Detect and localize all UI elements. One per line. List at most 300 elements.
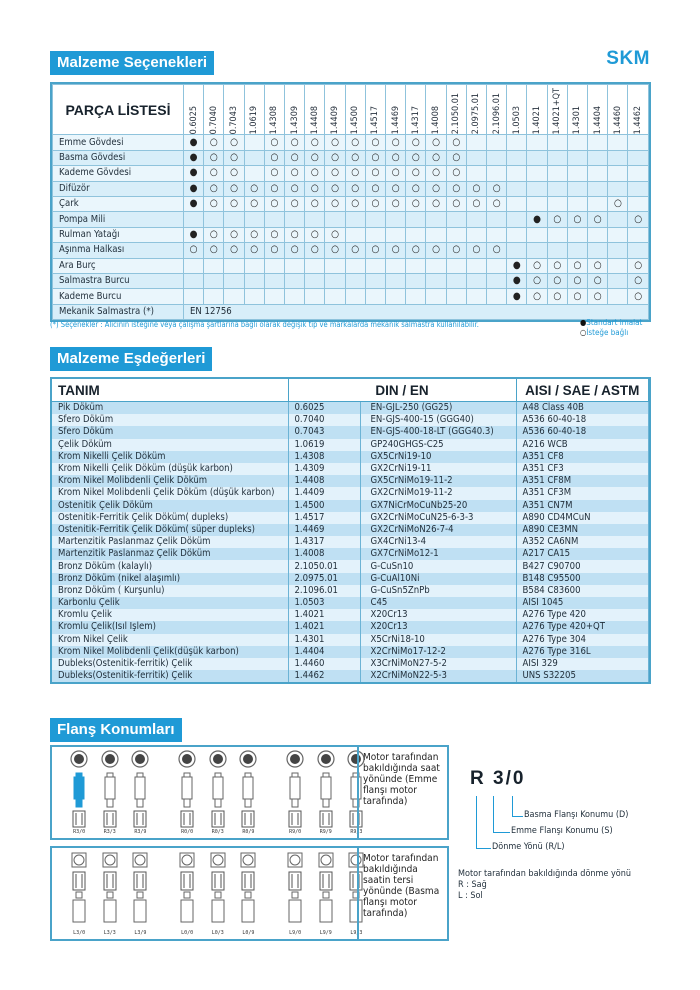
empty-cell [426,289,446,304]
din-number: 1.4308 [288,451,360,463]
pump-diagram [126,850,154,942]
table-row [53,197,649,212]
optional-marker-icon: ○ [567,212,587,227]
optional-marker-icon: ○ [406,181,426,196]
din-number: 1.4317 [288,536,360,548]
pump-diagram [96,749,124,841]
definition: Östenitik Çelik Döküm [52,500,288,512]
empty-cell [386,289,406,304]
empty-cell [365,212,385,227]
material-column-header [224,85,244,135]
material-column-header [446,85,466,135]
standard-marker-icon: ● [184,181,204,196]
empty-cell [588,150,608,165]
empty-cell [487,258,507,273]
empty-cell [305,289,325,304]
empty-cell [264,258,284,273]
definition: Martenzitik Paslanmaz Çelik Döküm [52,548,288,560]
optional-marker-icon: ○ [244,181,264,196]
din-number: 1.4301 [288,634,360,646]
pump-diagram [204,850,232,942]
pump-diagram [126,749,154,841]
definition: Bronz Döküm ( Kurşunlu) [52,585,288,597]
pump-diagram-highlighted [65,749,93,841]
definition: Krom Nikelli Çelik Döküm [52,451,288,463]
empty-cell [588,181,608,196]
optional-marker-icon: ○ [386,166,406,181]
din-number: 1.4404 [288,646,360,658]
header-aisi: AISI / SAE / ASTM [516,379,648,402]
material-code: 2.0975.01 [471,93,482,135]
optional-marker-icon: ○ [446,181,466,196]
optional-marker-icon: ○ [325,166,345,181]
empty-cell [325,289,345,304]
din-number: 1.4021 [288,621,360,633]
table-row [52,426,649,438]
en-designation: X5CrNi18-10 [360,634,516,646]
optional-marker-icon: ○ [224,197,244,212]
empty-cell [507,181,527,196]
pump-diagram [234,850,262,942]
optional-marker-icon: ○ [305,135,325,150]
definition: Pik Döküm [52,402,288,415]
optional-marker-icon: ○ [466,181,486,196]
empty-cell [406,273,426,288]
pump-diagram [173,749,201,841]
aisi-equivalent: A351 CF8M [516,475,648,487]
seal-standard: EN 12756 [184,304,649,319]
part-name: Çark [53,197,184,212]
empty-cell [487,135,507,150]
empty-cell [386,227,406,242]
optional-marker-icon: ○ [628,212,649,227]
code-legend-rotation: Dönme Yönü (R/L) [492,842,565,852]
material-column-header [527,85,547,135]
table-row [53,273,649,288]
empty-cell [264,273,284,288]
din-number: 1.0619 [288,439,360,451]
din-number: 1.0503 [288,597,360,609]
en-designation: X2CrNiMoN22-5-3 [360,670,516,682]
optional-marker-icon: ○ [204,227,224,242]
standard-marker-icon: ● [184,197,204,212]
en-designation: GX2CrNiMoCuN25-6-3-3 [360,512,516,524]
definition: Krom Nikel Molibdenli Çelik(düşük karbon) [52,646,288,658]
material-code: 1.4462 [633,106,644,135]
optional-marker-icon: ○ [264,135,284,150]
din-number: 2.1096.01 [288,585,360,597]
aisi-equivalent: A536 60-40-18 [516,414,648,426]
table-row [52,451,649,463]
aisi-equivalent: A352 CA6NM [516,536,648,548]
material-column-header [466,85,486,135]
optional-marker-icon: ○ [406,150,426,165]
header-definition: TANIM [52,379,288,402]
part-name: Pompa Mili [53,212,184,227]
empty-cell [446,258,466,273]
din-number: 1.4408 [288,475,360,487]
en-designation: EN-GJS-400-18-LT (GGG40.3) [360,426,516,438]
optional-marker-icon: ○ [264,181,284,196]
definition: Martenzitik Paslanmaz Çelik Döküm [52,536,288,548]
definition: Bronz Döküm (nikel alaşımlı) [52,573,288,585]
optional-marker-icon: ○ [386,243,406,258]
pump-diagram [312,749,340,841]
optional-marker-icon: ○ [244,227,264,242]
optional-marker-icon: ○ [567,258,587,273]
din-number: 2.1050.01 [288,560,360,572]
empty-cell [628,150,649,165]
material-code: 1.4404 [592,106,603,135]
optional-marker-icon: ○ [365,243,385,258]
material-code: 1.4469 [390,106,401,135]
pump-diagram [204,749,232,841]
part-name: Emme Gövdesi [53,135,184,150]
empty-cell [264,212,284,227]
empty-cell [406,227,426,242]
aisi-equivalent: A217 CA15 [516,548,648,560]
optional-marker-icon: ○ [305,197,325,212]
standard-marker-icon: ● [507,258,527,273]
empty-cell [466,135,486,150]
table-row [52,609,649,621]
material-code: 1.4301 [572,106,583,135]
leader-line-suction [493,796,510,833]
optional-marker-icon: ○ [588,273,608,288]
section-title-material-equivalents: Malzeme Eşdeğerleri [50,347,212,371]
empty-cell [507,166,527,181]
definition: Sfero Döküm [52,414,288,426]
en-designation: GX5CrNi19-10 [360,451,516,463]
material-column-header [487,85,507,135]
empty-cell [244,166,264,181]
table-row [52,536,649,548]
empty-cell [285,273,305,288]
optional-marker-icon: ○ [264,166,284,181]
empty-circle-icon: ○ [580,328,587,337]
flange-position-label: R3/0 [73,829,86,835]
empty-cell [487,289,507,304]
empty-cell [487,150,507,165]
aisi-equivalent: UNS S32205 [516,670,648,682]
empty-cell [325,273,345,288]
table-row [53,166,649,181]
en-designation: GX2CrNi19-11 [360,463,516,475]
rotation-note [458,869,631,902]
code-legend-discharge: Basma Flanşı Konumu (D) [524,810,629,820]
aisi-equivalent: A48 Class 40B [516,402,648,415]
optional-marker-icon: ○ [365,135,385,150]
flange-code-example: R 3/0 [470,768,526,789]
table-row [52,597,649,609]
flange-position-label: L9/0 [289,930,302,936]
empty-cell [386,273,406,288]
definition: Krom Nikelli Çelik Döküm (düşük karbon) [52,463,288,475]
en-designation: X20Cr13 [360,609,516,621]
en-designation: GX2CrNiMo19-11-2 [360,487,516,499]
empty-cell [184,289,204,304]
empty-cell [365,273,385,288]
leader-line-discharge [512,796,523,817]
table-row [52,414,649,426]
empty-cell [285,289,305,304]
table-row [52,402,649,415]
material-column-header [325,85,345,135]
empty-cell [345,212,365,227]
definition: Kromlu Çelik(Isıl İşlem) [52,621,288,633]
optional-marker-icon: ○ [345,197,365,212]
empty-cell [285,258,305,273]
table-row [52,670,649,682]
part-name: Salmastra Burcu [53,273,184,288]
optional-marker-icon: ○ [224,166,244,181]
flange-position-label: L3/0 [73,930,86,936]
aisi-equivalent: A351 CN7M [516,500,648,512]
material-column-header [406,85,426,135]
material-options-table [50,82,651,322]
optional-marker-icon: ○ [628,258,649,273]
table-row [52,439,649,451]
din-number: 1.4500 [288,500,360,512]
empty-cell [184,212,204,227]
empty-cell [628,181,649,196]
material-code: 2.1096.01 [491,93,502,135]
part-name: Aşınma Halkası [53,243,184,258]
pump-diagram [96,850,124,942]
standard-marker-icon: ● [184,166,204,181]
table-row [52,585,649,597]
table-row [52,512,649,524]
optional-marker-icon: ○ [567,273,587,288]
empty-cell [608,289,628,304]
optional-marker-icon: ○ [345,166,365,181]
empty-cell [365,227,385,242]
table-row [52,548,649,560]
section-title-material-options: Malzeme Seçenekleri [50,51,214,75]
empty-cell [547,135,567,150]
en-designation: EN-GJS-400-15 (GGG40) [360,414,516,426]
flange-position-label: R0/9 [242,829,255,835]
table-row [52,500,649,512]
aisi-equivalent: A351 CF3 [516,463,648,475]
empty-cell [507,243,527,258]
empty-cell [345,289,365,304]
optional-marker-icon: ○ [365,150,385,165]
optional-marker-icon: ○ [224,227,244,242]
material-column-header [628,85,649,135]
optional-marker-icon: ○ [204,181,224,196]
optional-marker-icon: ○ [406,197,426,212]
empty-cell [608,181,628,196]
empty-cell [487,166,507,181]
table-row [53,243,649,258]
table-row [53,258,649,273]
optional-marker-icon: ○ [285,135,305,150]
empty-cell [608,273,628,288]
empty-cell [305,258,325,273]
definition: Östenitik-Ferritik Çelik Döküm( dupleks) [52,512,288,524]
material-code: 1.4409 [330,106,341,135]
table-row [52,463,649,475]
empty-cell [588,243,608,258]
material-code: 1.4021 [532,106,543,135]
rotation-note-title: Motor tarafından bakıldığında dönme yönü [458,869,631,879]
optional-marker-icon: ○ [204,166,224,181]
din-number: 1.4008 [288,548,360,560]
empty-cell [244,212,264,227]
flange-position-label: R0/3 [211,829,224,835]
optional-marker-icon: ○ [446,243,466,258]
pump-diagram [281,850,309,942]
aisi-equivalent: B584 C83600 [516,585,648,597]
empty-cell [608,243,628,258]
definition: Krom Nikel Molibdenli Çelik Döküm (düşük karbon) [52,487,288,499]
en-designation: GX7NiCrMoCuNb25-20 [360,500,516,512]
table-row [52,475,649,487]
empty-cell [567,135,587,150]
optional-marker-icon: ○ [406,243,426,258]
empty-cell [527,243,547,258]
en-designation: X3CrNiMoN27-5-2 [360,658,516,670]
optional-marker-icon: ○ [567,289,587,304]
empty-cell [608,258,628,273]
empty-cell [244,258,264,273]
material-code: 0.6025 [188,106,199,135]
definition: Kromlu Çelik [52,609,288,621]
optional-marker-icon: ○ [224,150,244,165]
en-designation: GX2CrNiMoN26-7-4 [360,524,516,536]
table-row [53,289,649,304]
optional-marker-icon: ○ [446,197,466,212]
optional-marker-icon: ○ [345,243,365,258]
material-code: 1.4317 [410,106,421,135]
optional-marker-icon: ○ [204,243,224,258]
optional-marker-icon: ○ [426,150,446,165]
aisi-equivalent: A890 CD4MCuN [516,512,648,524]
aisi-equivalent: A216 WCB [516,439,648,451]
en-designation: GX5CrNiMo19-11-2 [360,475,516,487]
flange-position-label: R3/3 [103,829,116,835]
table-row [53,135,649,150]
empty-cell [466,212,486,227]
empty-cell [446,212,466,227]
optional-marker-icon: ○ [426,166,446,181]
standard-marker-icon: ● [184,150,204,165]
aisi-equivalent: A276 Type 420 [516,609,648,621]
empty-cell [507,135,527,150]
optional-marker-icon: ○ [547,258,567,273]
optional-marker-icon: ○ [527,289,547,304]
empty-cell [184,273,204,288]
optional-marker-icon: ○ [325,243,345,258]
empty-cell [224,273,244,288]
optional-marker-icon: ○ [446,166,466,181]
flange-position-label: R9/0 [289,829,302,835]
table-row [52,524,649,536]
optional-marker-icon: ○ [628,273,649,288]
empty-cell [426,258,446,273]
empty-cell [264,289,284,304]
optional-marker-icon: ○ [386,181,406,196]
aisi-equivalent: A276 Type 316L [516,646,648,658]
filled-circle-icon: ● [580,318,587,327]
optional-marker-icon: ○ [588,258,608,273]
empty-cell [507,227,527,242]
empty-cell [466,166,486,181]
flange-position-label: R3/9 [134,829,147,835]
optional-marker-icon: ○ [285,166,305,181]
flange-position-label: L0/0 [181,930,194,936]
din-number: 2.0975.01 [288,573,360,585]
empty-cell [466,289,486,304]
material-code: 0.7040 [208,106,219,135]
empty-cell [244,150,264,165]
optional-marker-icon: ○ [386,150,406,165]
optional-marker-icon: ○ [204,150,224,165]
din-number: 1.4409 [288,487,360,499]
pump-diagram [281,749,309,841]
standard-marker-icon: ● [507,273,527,288]
empty-cell [365,258,385,273]
material-column-header [365,85,385,135]
optional-marker-icon: ○ [264,243,284,258]
code-legend-suction: Emme Flanşı Konumu (S) [511,826,613,836]
material-column-header [567,85,587,135]
flange-position-label: R0/0 [181,829,194,835]
optional-marker-icon: ○ [224,181,244,196]
empty-cell [547,181,567,196]
table-row [52,621,649,633]
aisi-equivalent: B148 C95500 [516,573,648,585]
table-row [53,227,649,242]
table-row [53,150,649,165]
optional-marker-icon: ○ [487,243,507,258]
material-column-header [345,85,365,135]
din-number: 0.7040 [288,414,360,426]
aisi-equivalent: AISI 1045 [516,597,648,609]
empty-cell [567,166,587,181]
part-name: Difüzör [53,181,184,196]
empty-cell [527,150,547,165]
section-title-flange-positions: Flanş Konumları [50,718,182,742]
optional-marker-icon: ○ [345,150,365,165]
flange-position-label: L3/9 [134,930,147,936]
table-row [52,487,649,499]
definition: Dubleks(Östenitik-ferritik) Çelik [52,670,288,682]
optional-marker-icon: ○ [325,135,345,150]
aisi-equivalent: AISI 329 [516,658,648,670]
material-code: 1.0619 [249,106,260,135]
din-number: 0.7043 [288,426,360,438]
empty-cell [365,289,385,304]
empty-cell [466,150,486,165]
empty-cell [204,212,224,227]
definition: Krom Nikel Çelik [52,634,288,646]
optional-marker-icon: ○ [264,150,284,165]
optional-marker-icon: ○ [184,243,204,258]
rotation-left: L : Sol [458,891,483,901]
flange-position-label: R9/9 [319,829,332,835]
optional-marker-icon: ○ [365,197,385,212]
optional-marker-icon: ○ [608,197,628,212]
flange-position-label: R9/3 [350,829,363,835]
optional-marker-icon: ○ [547,212,567,227]
empty-cell [446,227,466,242]
empty-cell [608,150,628,165]
footnote: (*) Seçenekler : Alıcının isteğine veya çalışma şartlarına bağlı olarak değişik tip ve markalarda mekanik salmastra kullanılabilir. [50,320,479,329]
optional-marker-icon: ○ [628,289,649,304]
empty-cell [406,289,426,304]
